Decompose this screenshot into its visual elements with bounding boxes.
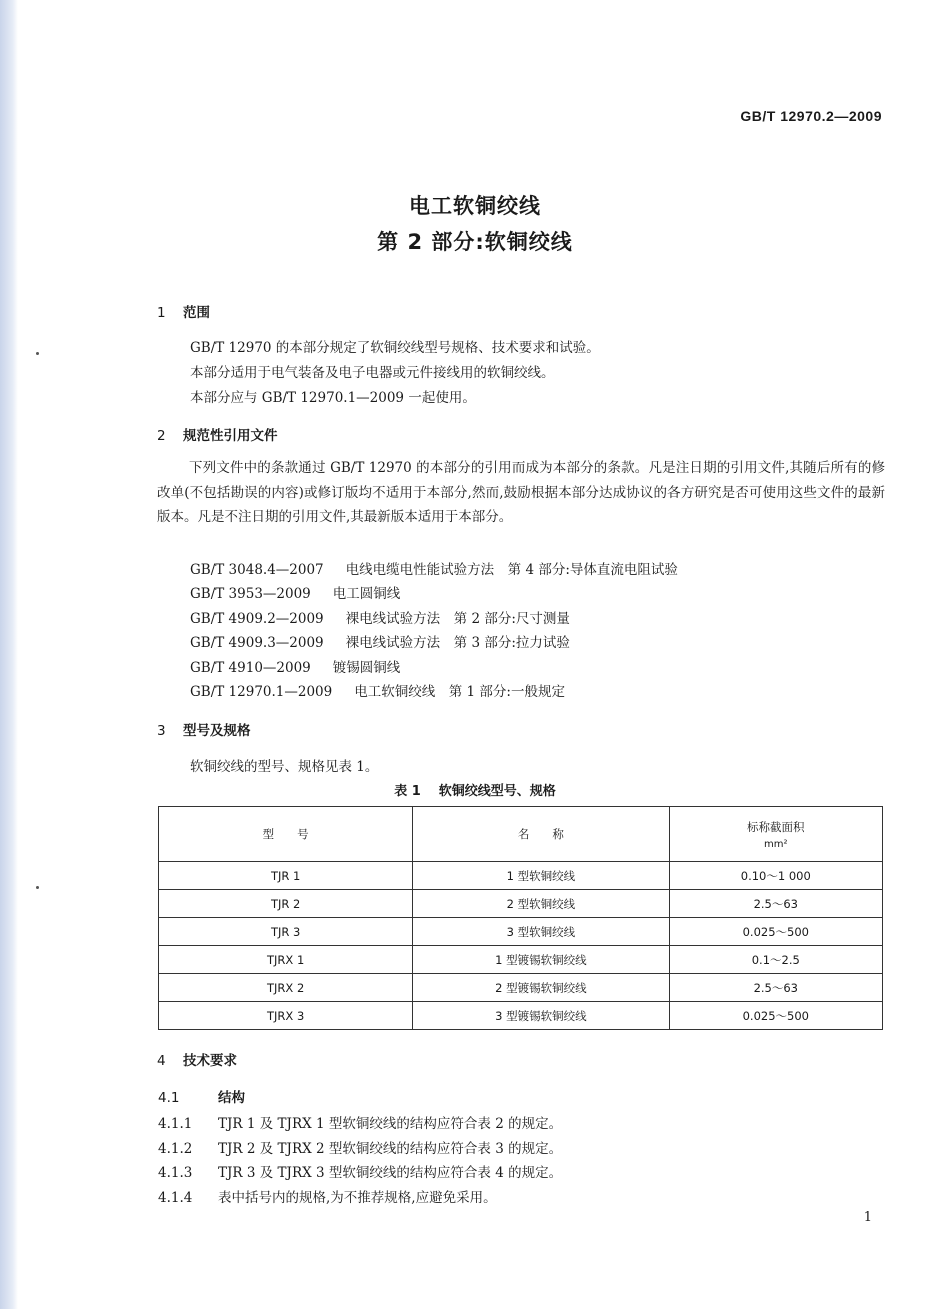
clause-number: 4.1.4 bbox=[158, 1190, 193, 1206]
section-number: 1 bbox=[157, 305, 166, 321]
cell-name: 3 型镀锡软铜绞线 bbox=[413, 1002, 669, 1030]
clause-item bbox=[158, 1161, 562, 1181]
reference-code: GB/T 3953—2009 bbox=[190, 586, 311, 602]
section-title: 技术要求 bbox=[183, 1053, 237, 1069]
cell-model: TJRX 3 bbox=[159, 1002, 413, 1030]
table-row bbox=[159, 946, 883, 974]
scan-speck bbox=[36, 352, 39, 355]
reference-code: GB/T 4909.2—2009 bbox=[190, 611, 324, 627]
reference-code: GB/T 12970.1—2009 bbox=[190, 684, 333, 700]
paragraph: 本部分适用于电气装备及电子电器或元件接线用的软铜绞线。 bbox=[190, 365, 555, 381]
clause-text: TJR 3 及 TJRX 3 型软铜绞线的结构应符合表 4 的规定。 bbox=[218, 1165, 563, 1181]
clause-number: 4.1.3 bbox=[158, 1165, 193, 1181]
reference-code: GB/T 3048.4—2007 bbox=[190, 562, 324, 578]
section-number: 3 bbox=[157, 723, 166, 739]
clause-item bbox=[158, 1112, 562, 1132]
cell-model: TJR 1 bbox=[159, 862, 413, 890]
clause-item bbox=[158, 1186, 497, 1206]
section-2-heading bbox=[157, 424, 278, 444]
reference-code: GB/T 4910—2009 bbox=[190, 660, 311, 676]
reference-title: 裸电线试验方法 第 2 部分:尺寸测量 bbox=[345, 611, 570, 627]
cell-name: 1 型软铜绞线 bbox=[413, 862, 669, 890]
reference-title: 电线电缆电性能试验方法 第 4 部分:导体直流电阻试验 bbox=[345, 562, 678, 578]
table-row bbox=[159, 1002, 883, 1030]
cell-area: 0.025～500 bbox=[669, 918, 882, 946]
subsection-4-1 bbox=[158, 1086, 245, 1106]
cell-model: TJRX 1 bbox=[159, 946, 413, 974]
table-number: 表 1 bbox=[394, 784, 421, 799]
header-area bbox=[669, 807, 882, 862]
reference-item bbox=[190, 607, 570, 627]
cell-area: 0.10～1 000 bbox=[669, 862, 882, 890]
cell-area: 0.025～500 bbox=[669, 1002, 882, 1030]
cell-name: 3 型软铜绞线 bbox=[413, 918, 669, 946]
clause-number: 4.1.1 bbox=[158, 1116, 193, 1132]
header-model: 型 号 bbox=[159, 807, 413, 862]
reference-item bbox=[190, 680, 565, 700]
clause-item bbox=[158, 1137, 562, 1157]
document-title: 电工软铜绞线 bbox=[409, 194, 541, 218]
header-area-unit: mm² bbox=[764, 838, 788, 850]
table-row bbox=[159, 862, 883, 890]
cell-name: 2 型软铜绞线 bbox=[413, 890, 669, 918]
table-title: 软铜绞线型号、规格 bbox=[438, 784, 556, 799]
paragraph: 本部分应与 GB/T 12970.1—2009 一起使用。 bbox=[190, 390, 476, 406]
reference-title: 镀锡圆铜线 bbox=[332, 660, 401, 676]
scan-speck bbox=[36, 886, 39, 889]
table-caption bbox=[0, 780, 950, 799]
document-subtitle: 第 2 部分:软铜绞线 bbox=[377, 230, 573, 254]
cell-name: 1 型镀锡软铜绞线 bbox=[413, 946, 669, 974]
cell-name: 2 型镀锡软铜绞线 bbox=[413, 974, 669, 1002]
section-title: 范围 bbox=[183, 305, 210, 321]
cell-model: TJR 2 bbox=[159, 890, 413, 918]
cell-model: TJRX 2 bbox=[159, 974, 413, 1002]
table-row bbox=[159, 890, 883, 918]
standard-code: GB/T 12970.2—2009 bbox=[740, 108, 882, 124]
paragraph: 软铜绞线的型号、规格见表 1。 bbox=[190, 759, 379, 775]
reference-item bbox=[190, 558, 678, 578]
table-row bbox=[159, 918, 883, 946]
section-title: 型号及规格 bbox=[183, 723, 251, 739]
cell-model: TJR 3 bbox=[159, 918, 413, 946]
reference-item bbox=[190, 656, 400, 676]
spec-table bbox=[158, 806, 883, 1030]
header-area-label: 标称截面积 bbox=[747, 819, 805, 834]
section-number: 4 bbox=[157, 1053, 166, 1069]
subsection-number: 4.1 bbox=[158, 1090, 180, 1106]
cell-area: 2.5～63 bbox=[669, 890, 882, 918]
section-title: 规范性引用文件 bbox=[183, 428, 278, 444]
cell-area: 2.5～63 bbox=[669, 974, 882, 1002]
reference-item bbox=[190, 631, 570, 651]
paragraph: GB/T 12970 的本部分规定了软铜绞线型号规格、技术要求和试验。 bbox=[190, 340, 600, 356]
clause-text: 表中括号内的规格,为不推荐规格,应避免采用。 bbox=[218, 1190, 497, 1206]
section-number: 2 bbox=[157, 428, 166, 444]
subsection-title: 结构 bbox=[218, 1090, 245, 1106]
reference-code: GB/T 4909.3—2009 bbox=[190, 635, 324, 651]
reference-item bbox=[190, 582, 400, 602]
section-4-heading bbox=[157, 1049, 237, 1069]
reference-title: 裸电线试验方法 第 3 部分:拉力试验 bbox=[345, 635, 570, 651]
clause-text: TJR 1 及 TJRX 1 型软铜绞线的结构应符合表 2 的规定。 bbox=[218, 1116, 563, 1132]
reference-title: 电工软铜绞线 第 1 部分:一般规定 bbox=[354, 684, 565, 700]
header-name: 名 称 bbox=[413, 807, 669, 862]
table-header-row bbox=[159, 807, 883, 862]
clause-text: TJR 2 及 TJRX 2 型软铜绞线的结构应符合表 3 的规定。 bbox=[218, 1141, 563, 1157]
reference-title: 电工圆铜线 bbox=[332, 586, 401, 602]
section-3-heading bbox=[157, 719, 251, 739]
section-1-heading bbox=[157, 301, 210, 321]
page-number: 1 bbox=[863, 1210, 872, 1225]
table-row bbox=[159, 974, 883, 1002]
cell-area: 0.1～2.5 bbox=[669, 946, 882, 974]
section-2-intro: 下列文件中的条款通过 GB/T 12970 的本部分的引用而成为本部分的条款。凡是注日期的引用文件,其随后所有的修改单(不包括勘误的内容)或修订版均不适用于本部分,然而,鼓励根据本部分达成协议的各方研究是否可使用这些文件的最新版本。凡是不注日期的引用文件,其最新版本适用于本部分。 bbox=[157, 460, 885, 525]
clause-number: 4.1.2 bbox=[158, 1141, 193, 1157]
